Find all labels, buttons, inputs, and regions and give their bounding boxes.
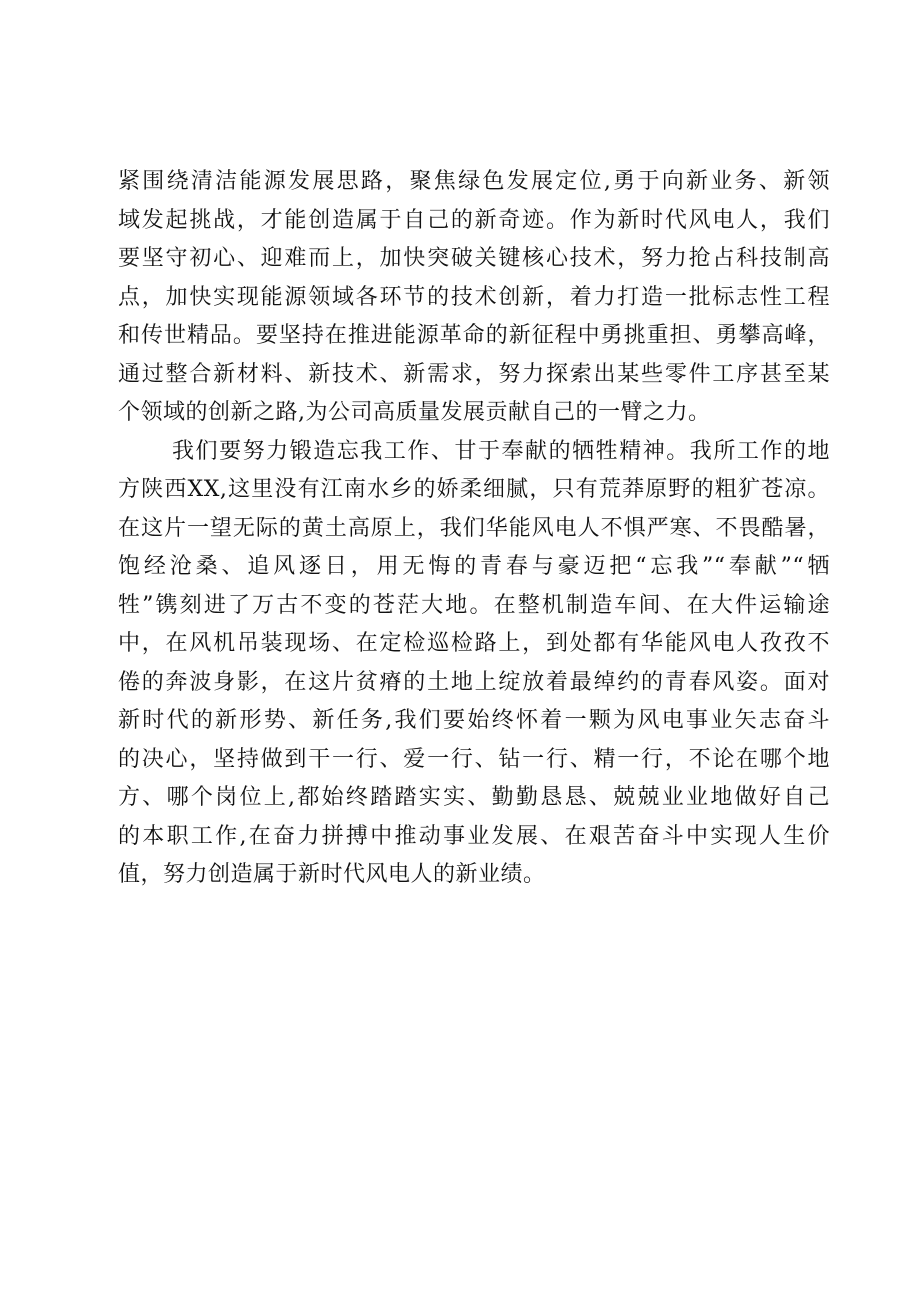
paragraph-line: 个领域的创新之路,为公司高质量发展贡献自己的一臂之力。 <box>118 400 711 425</box>
paragraph-line: 的本职工作,在奋力拼搏中推动事业发展、在艰苦奋斗中实现人生价 <box>118 823 830 849</box>
paragraph-line: 饱经沧桑、追风逐日，用无悔的青春与豪迈把“忘我”“奉献”“牺 <box>118 554 830 579</box>
paragraph-line: 要坚守初心、迎难而上，加快突破关键核心技术，努力抢占科技制高 <box>118 246 830 271</box>
paragraph-line: 值，努力创造属于新时代风电人的新业绩。 <box>118 862 546 887</box>
document-body <box>118 163 830 895</box>
paragraph-line: 倦的奔波身影，在这片贫瘠的土地上绽放着最绰约的青春风姿。面对 <box>118 669 830 695</box>
paragraph-line: 点，加快实现能源领域各环节的技术创新，着力打造一批标志性工程 <box>118 284 830 310</box>
paragraph-1 <box>118 163 830 433</box>
paragraph-line: 在这片一望无际的黄土高原上，我们华能风电人不惧严寒、不畏酷暑， <box>118 515 830 541</box>
paragraph-line: 方陕西XX,这里没有江南水乡的娇柔细腻，只有荒莽原野的粗犷苍凉。 <box>118 477 830 502</box>
paragraph-line: 中，在风机吊装现场、在定检巡检路上，到处都有华能风电人孜孜不 <box>118 631 830 656</box>
paragraph-line: 通过整合新材料、新技术、新需求，努力探索出某些零件工序甚至某 <box>118 361 830 387</box>
paragraph-line: 我们要努力锻造忘我工作、甘于奉献的牺牲精神。我所工作的地 <box>172 438 830 464</box>
paragraph-line: 牲”镌刻进了万古不变的苍茫大地。在整机制造车间、在大件运输途 <box>118 592 830 618</box>
paragraph-2 <box>118 433 830 895</box>
paragraph-line: 的决心，坚持做到干一行、爱一行、钻一行、精一行，不论在哪个地 <box>118 746 830 772</box>
paragraph-line: 紧围绕清洁能源发展思路，聚焦绿色发展定位,勇于向新业务、新领 <box>118 169 830 194</box>
paragraph-line: 新时代的新形势、新任务,我们要始终怀着一颗为风电事业矢志奋斗 <box>118 708 830 733</box>
paragraph-line: 域发起挑战，才能创造属于自己的新奇迹。作为新时代风电人，我们 <box>118 207 830 233</box>
paragraph-line: 和传世精品。要坚持在推进能源革命的新征程中勇挑重担、勇攀高峰， <box>118 323 830 348</box>
paragraph-line: 方、哪个岗位上,都始终踏踏实实、勤勤恳恳、兢兢业业地做好自己 <box>118 785 830 810</box>
